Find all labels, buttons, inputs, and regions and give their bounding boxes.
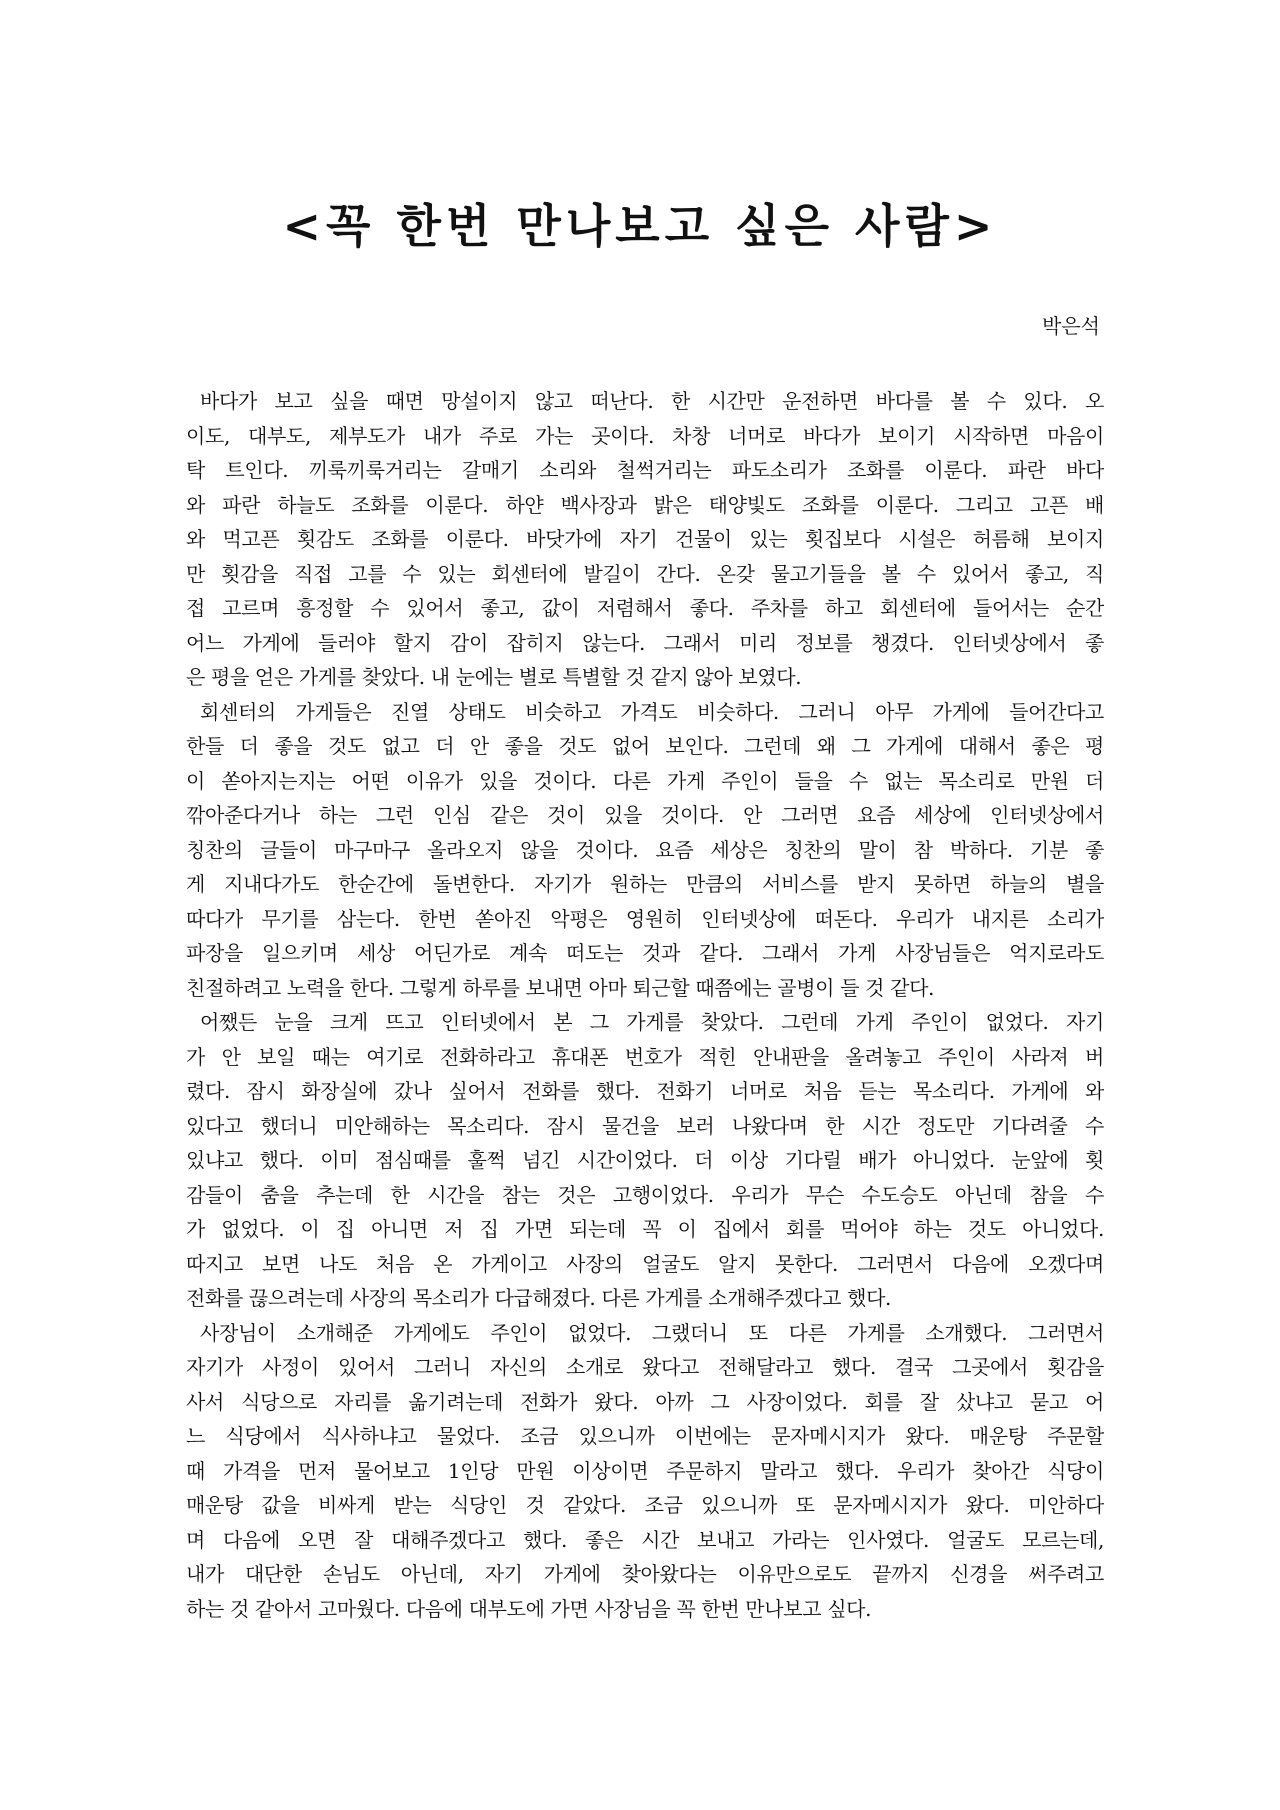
paragraph-line: 칭찬의 글들이 마구마구 올라오지 않을 것이다. 요즘 세상은 칭찬의 말이 참 박하다. 기분 좋 bbox=[186, 837, 1104, 862]
paragraph-line: 사서 식당으로 자리를 옮기려는데 전화가 왔다. 아까 그 사장이었다. 회를 잘 샀냐고 묻고 어 bbox=[186, 1389, 1104, 1414]
paragraph-line: 전화를 끊으려는데 사장의 목소리가 다급해졌다. 다른 가게를 소개해주겠다고 했다. bbox=[186, 1286, 892, 1310]
paragraph-line: 가 안 보일 때는 여기로 전화하라고 휴대폰 번호가 적힌 안내판을 올려놓고 주인이 사라져 버 bbox=[186, 1044, 1104, 1069]
paragraph-line: 회센터의 가게들은 진열 상태도 비슷하고 가격도 비슷하다. 그러니 아무 가게에 들어간다고 bbox=[200, 699, 1104, 724]
paragraph-line: 있냐고 했다. 이미 점심때를 훌쩍 넘긴 시간이었다. 더 이상 기다릴 배가 아니었다. 눈앞에 횟 bbox=[186, 1148, 1104, 1172]
paragraph-line: 게 지내다가도 한순간에 돌변한다. 자기가 원하는 만큼의 서비스를 받지 못하면 하늘의 별을 bbox=[186, 872, 1104, 896]
paragraph-line: 어느 가게에 들러야 할지 감이 잡히지 않는다. 그래서 미리 정보를 챙겼다. 인터넷상에서 좋 bbox=[186, 630, 1104, 655]
paragraph-line: 깎아준다거나 하는 그런 인심 같은 것이 있을 것이다. 안 그러면 요즘 세상에 인터넷상에서 bbox=[186, 803, 1104, 827]
paragraph bbox=[186, 1316, 1104, 1627]
paragraph-line: 접 고르며 흥정할 수 있어서 좋고, 값이 저렴해서 좋다. 주차를 하고 회센터에 들어서는 순간 bbox=[186, 596, 1104, 620]
author-name: 박은석 bbox=[1042, 314, 1100, 338]
paragraph-line: 와 먹고픈 횟감도 조화를 이룬다. 바닷가에 자기 건물이 있는 횟집보다 시설은 허름해 보이지 bbox=[186, 527, 1104, 551]
paragraph-line: 탁 트인다. 끼룩끼룩거리는 갈매기 소리와 철썩거리는 파도소리가 조화를 이룬다. 파란 바다 bbox=[186, 458, 1104, 482]
paragraph-line: 파장을 일으키며 세상 어딘가로 계속 떠도는 것과 같다. 그래서 가게 사장님들은 억지로라도 bbox=[186, 941, 1104, 965]
paragraph-line: 이도, 대부도, 제부도가 내가 주로 가는 곳이다. 차창 너머로 바다가 보이기 시작하면 마음이 bbox=[186, 423, 1104, 448]
paragraph-line: 와 파란 하늘도 조화를 이룬다. 하얀 백사장과 밝은 태양빛도 조화를 이룬다. 그리고 고픈 배 bbox=[186, 492, 1104, 517]
paragraph-line: 바다가 보고 싶을 때면 망설이지 않고 떠난다. 한 시간만 운전하면 바다를 볼 수 있다. 오 bbox=[200, 389, 1104, 413]
paragraph-line: 때 가격을 먼저 물어보고 1인당 만원 이상이면 주문하지 말라고 했다. 우리가 찾아간 식당이 bbox=[186, 1458, 1104, 1483]
paragraph-line: 렸다. 잠시 화장실에 갔나 싶어서 전화를 했다. 전화기 너머로 처음 듣는 목소리다. 가게에 와 bbox=[186, 1079, 1104, 1103]
paragraph bbox=[186, 695, 1104, 1006]
document-body bbox=[186, 384, 1104, 1626]
paragraph-line: 가 없었다. 이 집 아니면 저 집 가면 되는데 꼭 이 집에서 회를 먹어야 하는 것도 아니었다. bbox=[186, 1217, 1104, 1241]
paragraph-line: 느 식당에서 식사하냐고 물었다. 조금 있으니까 이번에는 문자메시지가 왔다. 매운탕 주문할 bbox=[186, 1424, 1104, 1448]
paragraph-line: 어쨌든 눈을 크게 뜨고 인터넷에서 본 그 가게를 찾았다. 그런데 가게 주인이 없었다. 자기 bbox=[200, 1010, 1104, 1034]
paragraph-line: 이 쏟아지는지는 어떤 이유가 있을 것이다. 다른 가게 주인이 들을 수 없는 목소리로 만원 더 bbox=[186, 768, 1104, 793]
paragraph-line: 따다가 무기를 삼는다. 한번 쏟아진 악평은 영원히 인터넷상에 떠돈다. 우리가 내지른 소리가 bbox=[186, 906, 1104, 931]
paragraph-line: 있다고 했더니 미안해하는 목소리다. 잠시 물건을 보러 나왔다며 한 시간 정도만 기다려줄 수 bbox=[186, 1113, 1104, 1138]
paragraph-line: 따지고 보면 나도 처음 온 가게이고 사장의 얼굴도 알지 못한다. 그러면서 다음에 오겠다며 bbox=[186, 1251, 1104, 1276]
paragraph-line: 내가 대단한 손님도 아닌데, 자기 가게에 찾아왔다는 이유만으로도 끝까지 신경을 써주려고 bbox=[186, 1562, 1104, 1586]
paragraph-line: 자기가 사정이 있어서 그러니 자신의 소개로 왔다고 전해달라고 했다. 결국 그곳에서 횟감을 bbox=[186, 1355, 1104, 1379]
paragraph-line: 매운탕 값을 비싸게 받는 식당인 것 같았다. 조금 있으니까 또 문자메시지가 왔다. 미안하다 bbox=[186, 1493, 1104, 1517]
paragraph-line: 감들이 춤을 추는데 한 시간을 참는 것은 고행이었다. 우리가 무슨 수도승도 아닌데 참을 수 bbox=[186, 1182, 1104, 1207]
paragraph-line: 며 다음에 오면 잘 대해주겠다고 했다. 좋은 시간 보내고 가라는 인사였다. 얼굴도 모르는데, bbox=[186, 1527, 1104, 1552]
paragraph bbox=[186, 384, 1104, 695]
paragraph-line: 은 평을 얻은 가게를 찾았다. 내 눈에는 별로 특별할 것 같지 않아 보였다. bbox=[186, 665, 802, 689]
paragraph-line: 사장님이 소개해준 가게에도 주인이 없었다. 그랬더니 또 다른 가게를 소개했다. 그러면서 bbox=[200, 1320, 1104, 1345]
paragraph-line: 한들 더 좋을 것도 없고 더 안 좋을 것도 없어 보인다. 그런데 왜 그 가게에 대해서 좋은 평 bbox=[186, 734, 1104, 758]
paragraph bbox=[186, 1005, 1104, 1316]
document-title: <꼭 한번 만나보고 싶은 사람> bbox=[282, 199, 998, 253]
paragraph-line: 하는 것 같아서 고마웠다. 다음에 대부도에 가면 사장님을 꼭 한번 만나보고 싶다. bbox=[186, 1596, 872, 1621]
paragraph-line: 만 횟감을 직접 고를 수 있는 회센터에 발길이 간다. 온갖 물고기들을 볼 수 있어서 좋고, 직 bbox=[186, 561, 1104, 586]
paragraph-line: 친절하려고 노력을 한다. 그렇게 하루를 보내면 아마 퇴근할 때쯤에는 골병이 들 것 같다. bbox=[186, 975, 935, 1000]
